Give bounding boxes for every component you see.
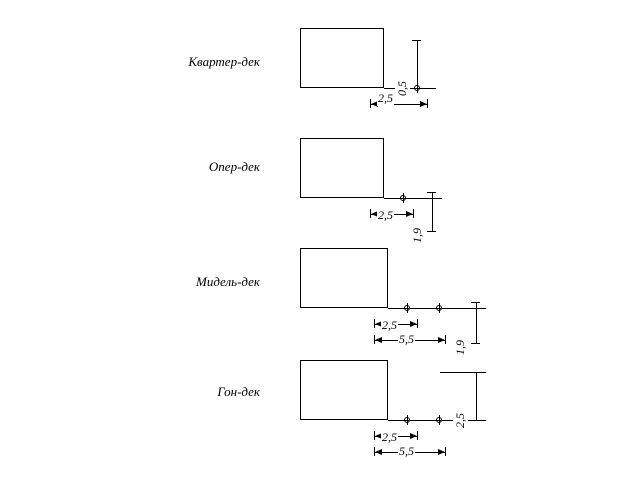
deck-1-vertical-dim-text: 0,5 (395, 81, 409, 96)
deck-2-arrow-right (406, 211, 413, 217)
deck-2-vertical-tick-top (427, 192, 436, 193)
deck-4-point-marker-a (404, 417, 410, 423)
deck-4-vertical-dim-text: 2,5 (453, 413, 467, 428)
deck-4-h2-tick-right (445, 447, 446, 456)
deck-3-h2-tick-right (445, 335, 446, 344)
deck-2-horizontal-dim-text: 2,5 (378, 208, 393, 222)
deck-1-arrow-right (420, 101, 427, 107)
deck-3-h1-tick-right (417, 319, 418, 328)
deck-label-3: Мидель-дек (195, 274, 260, 289)
deck-2-baseline (384, 198, 442, 199)
deck-3-point-marker-a (404, 305, 410, 311)
deck-1-horizontal-dim-text: 2,5 (378, 91, 393, 105)
deck-label-1: Квартер-дек (188, 54, 260, 69)
deck-4-arrow-right-2 (438, 449, 445, 455)
deck-2-vertical-tick-bottom (427, 231, 436, 232)
deck-3-vertical-dim-text: 1,9 (453, 340, 467, 355)
deck-1-horizontal-tick-left (370, 99, 371, 108)
deck-1-point-marker (414, 85, 420, 91)
deck-3-horizontal-dim-text-2: 5,5 (399, 332, 414, 346)
deck-3-h1-tick-left (374, 319, 375, 328)
deck-2-horizontal-tick-right (413, 209, 414, 218)
deck-4-h2-tick-left (374, 447, 375, 456)
deck-4-horizontal-dim-text-2: 5,5 (399, 444, 414, 458)
deck-box-1 (300, 28, 384, 88)
deck-1-vertical-tick-top (412, 40, 421, 41)
deck-box-3 (300, 248, 388, 308)
deck-4-arrow-left-2 (375, 449, 382, 455)
deck-4-horizontal-dim-text-1: 2,5 (382, 430, 397, 444)
deck-1-baseline (384, 88, 436, 89)
deck-label-2: Опер-дек (208, 159, 260, 174)
deck-3-point-marker-b (436, 305, 442, 311)
deck-3-vertical-tick-bottom (471, 343, 480, 344)
deck-1-vertical-dim-line (417, 40, 418, 88)
deck-2-vertical-dim-line (432, 192, 433, 232)
deck-4-h1-tick-right (417, 431, 418, 440)
deck-box-4 (300, 360, 388, 420)
deck-box-2 (300, 138, 384, 198)
deck-2-vertical-dim-text: 1,9 (410, 228, 424, 243)
deck-4-point-marker-b (436, 417, 442, 423)
deck-4-vertical-dim-line (476, 372, 477, 420)
deck-3-arrow-right-1 (410, 321, 417, 327)
deck-label-4: Гон-дек (217, 384, 260, 399)
deck-2-horizontal-tick-left (370, 209, 371, 218)
deck-4-upper-ref-line (440, 372, 486, 373)
deck-2-point-marker (400, 195, 406, 201)
deck-3-arrow-left-2 (375, 337, 382, 343)
deck-3-vertical-dim-line (476, 302, 477, 344)
deck-4-h1-tick-left (374, 431, 375, 440)
deck-3-arrow-right-2 (438, 337, 445, 343)
deck-3-horizontal-dim-text-1: 2,5 (382, 318, 397, 332)
deck-3-vertical-tick-top (471, 302, 480, 303)
deck-1-horizontal-tick-right (427, 99, 428, 108)
deck-3-h2-tick-left (374, 335, 375, 344)
deck-4-arrow-right-1 (410, 433, 417, 439)
